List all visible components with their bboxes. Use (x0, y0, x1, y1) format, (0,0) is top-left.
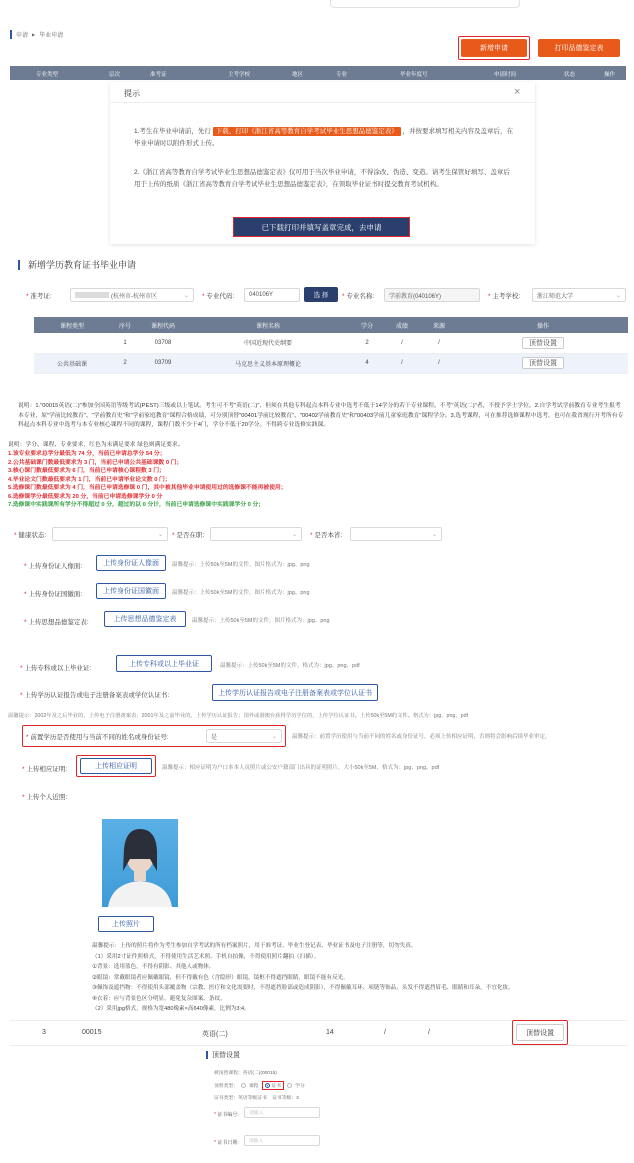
list-col-0: 专业类型 (36, 72, 59, 78)
major-name-label: * 专业名称: (342, 293, 375, 300)
course-op-cell (458, 333, 628, 353)
chevron-down-icon: ⌄ (271, 733, 277, 740)
list-col-4: 地区 (292, 72, 304, 78)
section-title-marker (18, 260, 20, 270)
upload-id-back-hint: 温馨提示：上传50k至5M的文件。图片格式为：jpg、png (172, 590, 310, 596)
replace-setting-button[interactable]: 顶替设置 (522, 357, 564, 369)
cert-date-label: * 证书日期: (214, 1140, 239, 1146)
health-select[interactable] (52, 527, 168, 541)
breadcrumb-separator-icon: ▶ (32, 32, 36, 37)
upload-id-front-button[interactable]: 上传身份证人像面 (96, 555, 166, 571)
english-course-row (10, 1020, 628, 1046)
replace-title: 顶替设置 (206, 1050, 240, 1060)
name-change-select[interactable]: 是 ⌄ (206, 729, 282, 743)
course-no: 1 (110, 333, 140, 353)
breadcrumb-current: 毕业申请 (39, 33, 64, 39)
course-score: / (384, 1029, 386, 1036)
replace-type-row: 顶替类型： 课程 证书 学分 (214, 1081, 305, 1090)
modal-paragraph-1 (134, 126, 514, 150)
chevron-down-icon: ⌄ (431, 531, 437, 538)
rule-item: 6.选修课学分最低要求为 20 分，当前已申请选修课学分 0 分 (8, 493, 163, 500)
course-name: 中国近现代史纲要 (186, 333, 350, 353)
english-replace-button[interactable]: 顶替设置 (516, 1024, 564, 1041)
course-col-code: 课程代码 (150, 323, 175, 330)
rule-item: 4.毕业论文门数最低要求为 1 门，当前已申请毕业论文数 0 门； (8, 476, 171, 483)
tip-modal (110, 82, 535, 244)
course-source: / (420, 353, 458, 373)
breadcrumb-marker (10, 30, 12, 39)
cert-no-label: * 证书编号: (214, 1112, 239, 1118)
modal-title: 提示 (124, 89, 140, 98)
modal-confirm-button[interactable]: 已下载打印并填写盖章完成，去申请 (233, 217, 410, 237)
upload-proof-button[interactable]: 上传相应证明 (80, 758, 152, 774)
course-source: / (420, 333, 458, 353)
upload-diploma-label: * 上传专科或以上毕业证: (20, 665, 92, 672)
course-credit: 4 (350, 353, 384, 373)
course-op-cell (458, 353, 628, 373)
modal-p1-pre: 1.考生在毕业申请前，先行 (134, 128, 211, 135)
course-table (34, 317, 628, 374)
new-apply-button[interactable]: 新增申请 (461, 39, 527, 57)
section-title (18, 258, 136, 271)
major-name-input: 学前教育(040106Y) (384, 288, 480, 302)
chevron-down-icon: ⌄ (291, 531, 297, 538)
name-change-hint: 温馨提示：前置学历使用与当前不同的姓名或身份证号，必须上传相应证明，否则将会影响后续毕业审定。 (292, 734, 551, 740)
course-table-header (34, 317, 628, 333)
replace-panel (200, 1048, 430, 1163)
ticket-select[interactable]: (杭州市-杭州市区 ⌄ (70, 288, 194, 302)
cert-type-line: 证书类型：英语等级证书 证书等级：3 (214, 1096, 299, 1101)
photo-hint-line: ②眼镜：常戴眼镜者应佩戴眼镜，但不得戴有色（含隐形）眼镜，镜框不得遮挡眼睛，眼镜不能有反光。 (92, 974, 349, 981)
modal-title-divider (110, 102, 535, 103)
list-col-6: 毕业年度号 (400, 72, 428, 78)
photo-hints (92, 941, 628, 1015)
modal-close-icon[interactable]: × (514, 86, 521, 98)
upload-moral-button[interactable]: 上传思想品德鉴定表 (104, 611, 186, 627)
upload-id-front-label: * 上传身份证人像面: (24, 563, 83, 570)
modal-p1-post: ，并按要求填写相关内容及盖章后，在毕业申请时以附件形式上传。 (134, 128, 514, 147)
course-type (34, 333, 110, 353)
rule-item: 5.选修课门数最低要求为 4 门，当前已申请选修课 0 门，其中被其他毕业申请使用过的选修课不能再被使用； (8, 485, 287, 491)
course-no: 3 (42, 1029, 46, 1036)
list-header (10, 66, 626, 80)
ticket-label: * 准考证: (26, 293, 52, 300)
modal-paragraph-2: 2.《浙江省高等教育自学考试毕业生思想品德鉴定表》仅可用于当次毕业申请，不得涂改、伪造、变造。请考生保管好填写、盖章后用于上传的纸质《浙江省高等教育自学考试毕业生思想品德鉴定表》，在领取毕业证书时提交教育考试机构。 (134, 169, 510, 188)
table-row (34, 353, 628, 373)
course-col-name: 课程名称 (255, 323, 280, 330)
course-name: 英语(二) (202, 1031, 228, 1038)
province-select[interactable] (350, 527, 442, 541)
upload-degree-label: * 上传学历认证报告或电子注册备案表或学位认证书: (20, 692, 170, 699)
course-no: 2 (110, 353, 140, 373)
course-source: / (428, 1029, 430, 1036)
photo-hint-line: 温馨提示：上传的照片将作为考生参加自学考试的所有档案照片，用于准考证、毕业生登记表、毕业证书及电子注册等，切勿失真。 (92, 943, 417, 949)
breadcrumb-home[interactable]: 申请 (16, 33, 29, 39)
list-col-2: 准考证 (150, 72, 167, 78)
rules-list (8, 450, 287, 510)
photo-preview (102, 819, 178, 907)
upload-moral-label: * 上传思想品德鉴定表: (24, 619, 89, 626)
course-col-op: 操作 (536, 323, 549, 330)
table-row (34, 333, 628, 353)
upload-id-front-hint: 温馨提示：上传50k至5M的文件。图片格式为：jpg、png (172, 562, 310, 568)
breadcrumb (10, 30, 63, 39)
rule-item: 3.核心课门数最低要求为 6 门，当前已申请核心课程数 3 门； (8, 468, 165, 474)
radio-credit[interactable] (287, 1083, 292, 1088)
rules-title: 说明：学分、课程、专业要求，红色为未满足要求 绿色则满足要求。 (8, 442, 184, 448)
section-title-text: 新增学历教育证书毕业申请 (28, 260, 137, 270)
ticket-masked (75, 292, 109, 298)
list-col-8: 状态 (564, 72, 576, 78)
course-type: 公共基础课 (34, 353, 110, 373)
course-col-credit: 学分 (360, 323, 373, 330)
upload-diploma-button[interactable]: 上传专科或以上毕业证 (116, 655, 212, 672)
rule-item: 2.公共基础课门数最低要求为 3 门，当前已申请公共基础课数 0 门； (8, 459, 183, 466)
photo-label: * 上传个人近照: (22, 794, 68, 801)
chevron-down-icon: ⌄ (183, 292, 189, 299)
chevron-down-icon: ⌄ (157, 531, 163, 538)
province-label: * 是否本省: (310, 532, 343, 539)
employed-select[interactable] (210, 527, 302, 541)
name-change-label: * 前置学历是否使用与当前不同的姓名或身份证号: (26, 734, 169, 741)
employed-label: * 是否在职: (172, 532, 205, 539)
notice-box: 说明：1."00015英语(二)"参加全国英语等级考试(PEST)三级或以上笔试。考生可不考"英语(二)"，但须在其他专科起点本科专业中选考不低于14学分的若干专业课程。不考"英语(二)"者，不授予学士学位。2.自学考试学前教育专业考生报考本专业，原"学前比较教育"、"学前教育史"和"学前家庭教育"课程合格成绩，可分别顶替"00401学前比较教育"、"00402学前教育史"和"00403学前儿童家庭教育"课程学分。3.选考课程，可在推荐选修课程中选考，也可在我省现行开考所有专科起点本科专业中选考与本专业核心课程不同的课程，课程门数不少于4门，学分不低于20学分。不得跨专业选修实践课。 (18, 402, 624, 431)
course-credit: 2 (350, 333, 384, 353)
photo-hint-line: （2）采用jpg格式，规格为宽480像素×高640像素，比例为3:4。 (92, 1006, 250, 1012)
major-code-input[interactable]: 040106Y (244, 288, 300, 302)
select-major-button[interactable]: 选 择 (304, 287, 338, 302)
chevron-down-icon: ⌄ (615, 292, 621, 299)
course-col-source: 来源 (432, 323, 445, 330)
course-col-score: 成绩 (395, 323, 408, 330)
degree-hint: 温馨提示：2002年及之后毕业的，上传电子注册备案表；2001年及之前毕业的，上传学历认证报告；国外或港澳台获得学历学位的，上传学位认证书。上传50k至5M的文件。格式为：jpg、png、pdf (8, 713, 469, 719)
course-code: 03708 (140, 333, 186, 353)
download-moral-link[interactable]: 下载、打印《浙江省高等教育自学考试毕业生思想品德鉴定表》 (213, 127, 401, 136)
replace-course-line: 被顶替课程：英语(二)(00015) (214, 1071, 277, 1076)
cert-no-input[interactable]: 请输入 (244, 1107, 320, 1118)
course-col-no: 序号 (118, 323, 131, 330)
course-score: / (384, 333, 420, 353)
upload-id-back-label: * 上传身份证国徽面: (24, 591, 83, 598)
radio-course[interactable] (241, 1083, 246, 1088)
school-select[interactable]: 浙江师范大学 ⌄ (532, 288, 626, 302)
person-photo-icon (102, 819, 178, 907)
photo-hint-line: ③佩饰及遮挡物：不得使用头部覆盖物（宗教、医疗和文化需要时，不得遮挡脸部或造成阴影），不得佩戴耳环、项链等饰品，头发不得遮挡眉毛、眼睛和耳朵，不宜化妆。 (92, 985, 514, 991)
radio-cert[interactable] (265, 1083, 270, 1088)
radio-cert-highlight: 证书 (262, 1081, 285, 1090)
list-col-7: 申请时间 (494, 72, 517, 78)
list-col-5: 专业 (336, 72, 348, 78)
replace-setting-button[interactable]: 顶替设置 (522, 337, 564, 349)
course-col-type: 课程类型 (59, 323, 84, 330)
course-name: 马克思主义基本原理概论 (186, 353, 350, 373)
course-code: 03709 (140, 353, 186, 373)
course-score: / (384, 353, 420, 373)
major-code-label: * 专业代码: (202, 293, 235, 300)
school-label: * 主考学校: (488, 293, 521, 300)
course-credit: 14 (326, 1029, 334, 1036)
upload-degree-button[interactable]: 上传学历认证报告或电子注册备案表或学位认证书 (212, 684, 378, 701)
upload-photo-button[interactable]: 上传照片 (98, 916, 154, 932)
upload-diploma-hint: 温馨提示：上传50k至5M的文件。格式为：jpg、png、pdf (220, 663, 360, 669)
rule-item: 1.该专业要求总学分最低为 74 分，当前已申请总学分 54 分； (8, 451, 166, 457)
list-col-9: 操作 (604, 72, 616, 78)
replace-title-marker (206, 1051, 208, 1059)
photo-hint-line: （1）采用2寸证件照格式，不得使用生活艺术照、手机自拍像，不得使用照片翻拍（扫描）。 (92, 953, 320, 960)
print-moral-button[interactable]: 打印品德鉴定表 (538, 39, 620, 57)
rule-item: 7.选修课中实践课所有学分不得超过 0 分，超过的以 0 分计，当前已申请选修课中实践课学分 0 分； (8, 502, 265, 508)
photo-hint-line: ④衣着：应与背景色区分明显，避免复杂图案、条纹。 (92, 995, 226, 1002)
cert-date-input[interactable]: 请输入 (244, 1135, 320, 1146)
top-decoration (330, 0, 520, 8)
upload-moral-hint: 温馨提示：上传50k至5M的文件。图片格式为：jpg、png (192, 618, 330, 624)
proof-label: * 上传相应证明: (22, 766, 68, 773)
health-label: * 健康状态: (14, 532, 47, 539)
photo-hint-line: ①背景：选用蓝色，不得有阴影、其他人或物体。 (92, 964, 215, 970)
proof-hint: 温馨提示：相应证明为户口本本人页照片或公安户籍部门出具的证明照片，大小50k至5M，格式为：jpg、png、pdf (162, 765, 440, 771)
list-col-1: 层次 (109, 72, 121, 78)
upload-id-back-button[interactable]: 上传身份证国徽面 (96, 583, 166, 599)
course-code: 00015 (82, 1029, 102, 1036)
list-col-3: 主考学校 (228, 72, 251, 78)
